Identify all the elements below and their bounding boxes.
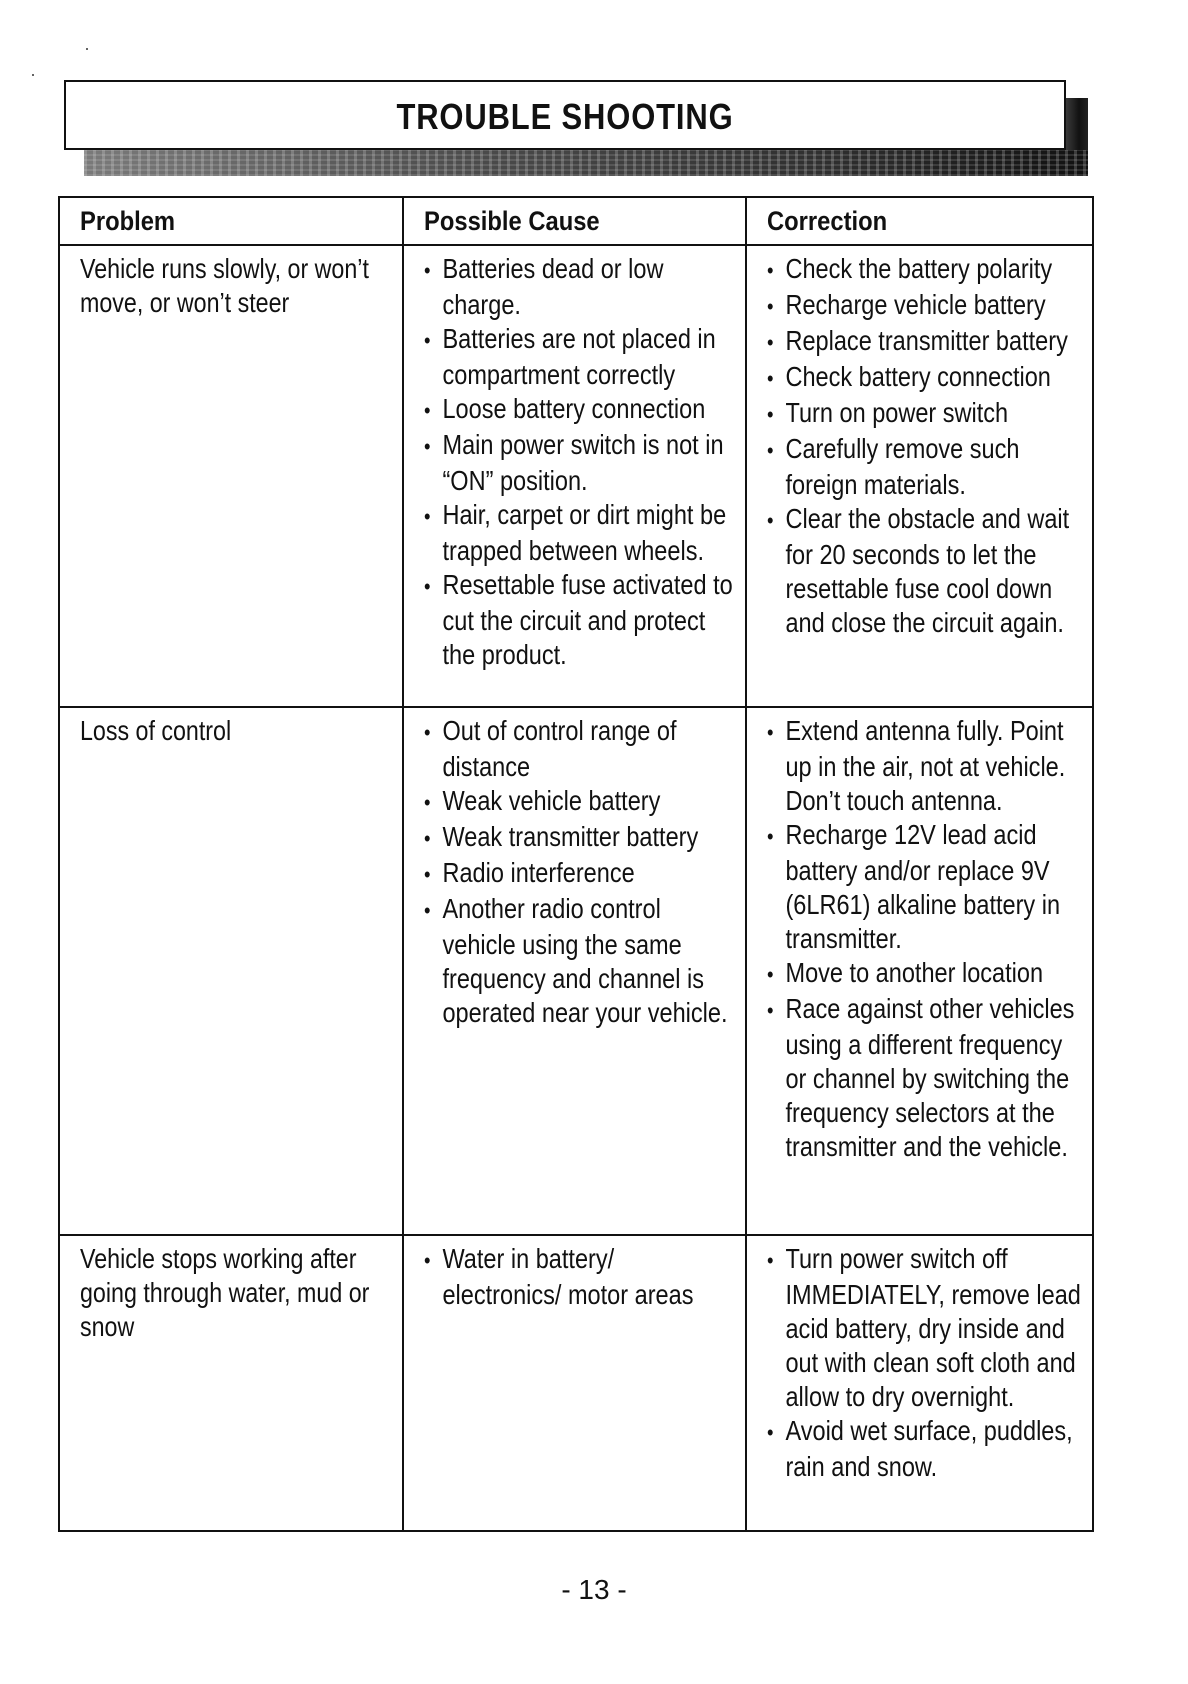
cause-item: • Weak vehicle battery	[424, 784, 739, 820]
problem-cell	[59, 1235, 403, 1531]
cause-cell	[403, 707, 746, 1235]
correction-item: • Recharge vehicle battery	[767, 288, 1086, 324]
correction-item: • Turn power switch off IMMEDIATELY, remove lead acid battery, dry inside and out with clean soft cloth and allow to dry overnight.	[767, 1243, 1081, 1412]
cause-cell	[403, 245, 746, 707]
bullet-icon: •	[767, 258, 774, 283]
page-title: TROUBLE SHOOTING	[396, 96, 734, 137]
bullet-icon: •	[424, 790, 431, 815]
correction-item: • Carefully remove such foreign materials.	[767, 433, 1020, 500]
cause-item: • Out of control range of distance	[424, 715, 677, 782]
problem-cell	[59, 245, 403, 707]
correction-item: • Recharge 12V lead acid battery and/or replace 9V (6LR61) alkaline battery in transmitter.	[767, 819, 1061, 954]
correction-item: • Check battery connection	[767, 360, 1086, 396]
bullet-icon: •	[767, 1420, 774, 1445]
correction-item: • Clear the obstacle and wait for 20 seconds to let the resettable fuse cool down and close the circuit again.	[767, 503, 1070, 638]
scan-speck	[86, 48, 88, 50]
bullet-icon: •	[767, 330, 774, 355]
header-problem: Problem	[59, 197, 403, 245]
cause-item: • Resettable fuse activated to cut the circuit and protect the product.	[424, 569, 733, 670]
bullet-icon: •	[424, 258, 431, 283]
problem-text: Vehicle runs slowly, or won’t move, or won’t steer	[80, 253, 369, 318]
bullet-icon: •	[767, 998, 774, 1023]
bullet-icon: •	[424, 826, 431, 851]
cause-item: • Radio interference	[424, 856, 739, 892]
cause-item: • Main power switch is not in “ON” position.	[424, 429, 724, 496]
troubleshooting-table	[58, 196, 1094, 1532]
bullet-icon: •	[767, 294, 774, 319]
bullet-icon: •	[767, 962, 774, 987]
bullet-icon: •	[767, 402, 774, 427]
correction-item: • Race against other vehicles using a different frequency or channel by switching the frequency selectors at the transmitter and the vehicle.	[767, 993, 1075, 1162]
correction-item: • Avoid wet surface, puddles, rain and snow.	[767, 1415, 1073, 1482]
bullet-icon: •	[424, 504, 431, 529]
bullet-icon: •	[767, 508, 774, 533]
correction-item: • Turn on power switch	[767, 396, 1086, 432]
correction-list	[767, 252, 1086, 640]
header-possible-cause: Possible Cause	[403, 197, 746, 245]
correction-item: • Check the battery polarity	[767, 252, 1086, 288]
header-correction: Correction	[746, 197, 1093, 245]
problem-cell	[59, 707, 403, 1235]
bullet-icon: •	[424, 398, 431, 423]
correction-cell	[746, 245, 1093, 707]
cause-cell	[403, 1235, 746, 1531]
bullet-icon: •	[424, 720, 431, 745]
cause-item: • Loose battery connection	[424, 392, 739, 428]
page-number: - 13 -	[561, 1574, 627, 1605]
cause-list	[424, 714, 739, 1030]
table-row	[59, 245, 1093, 707]
cause-item: • Batteries dead or low charge.	[424, 253, 664, 320]
cause-item: • Water in battery/ electronics/ motor areas	[424, 1243, 694, 1310]
cause-list	[424, 252, 739, 672]
bullet-icon: •	[767, 1248, 774, 1273]
correction-cell	[746, 707, 1093, 1235]
title-box	[64, 80, 1066, 150]
cause-list	[424, 1242, 739, 1312]
bullet-icon: •	[767, 438, 774, 463]
problem-text: Vehicle stops working after going through water, mud or snow	[80, 1243, 370, 1342]
bullet-icon: •	[767, 366, 774, 391]
table-row	[59, 707, 1093, 1235]
table-row	[59, 1235, 1093, 1531]
correction-item: • Replace transmitter battery	[767, 324, 1086, 360]
table-header-row	[59, 197, 1093, 245]
bullet-icon: •	[424, 1248, 431, 1273]
bullet-icon: •	[767, 824, 774, 849]
correction-list	[767, 1242, 1086, 1484]
correction-list	[767, 714, 1086, 1164]
bullet-icon: •	[424, 434, 431, 459]
bullet-icon: •	[767, 720, 774, 745]
bullet-icon: •	[424, 862, 431, 887]
cause-item: • Hair, carpet or dirt might be trapped between wheels.	[424, 499, 727, 566]
bullet-icon: •	[424, 574, 431, 599]
correction-item: • Move to another location	[767, 956, 1086, 992]
correction-cell	[746, 1235, 1093, 1531]
cause-item: • Another radio control vehicle using the same frequency and channel is operated near your vehicle.	[424, 893, 728, 1028]
title-shadow-bottom	[84, 150, 1088, 176]
correction-item: • Extend antenna fully. Point up in the air, not at vehicle. Don’t touch antenna.	[767, 715, 1066, 816]
bullet-icon: •	[424, 328, 431, 353]
bullet-icon: •	[424, 898, 431, 923]
cause-item: • Weak transmitter battery	[424, 820, 739, 856]
scan-speck	[32, 74, 34, 76]
cause-item: • Batteries are not placed in compartment correctly	[424, 323, 716, 390]
problem-text: Loss of control	[80, 715, 232, 746]
